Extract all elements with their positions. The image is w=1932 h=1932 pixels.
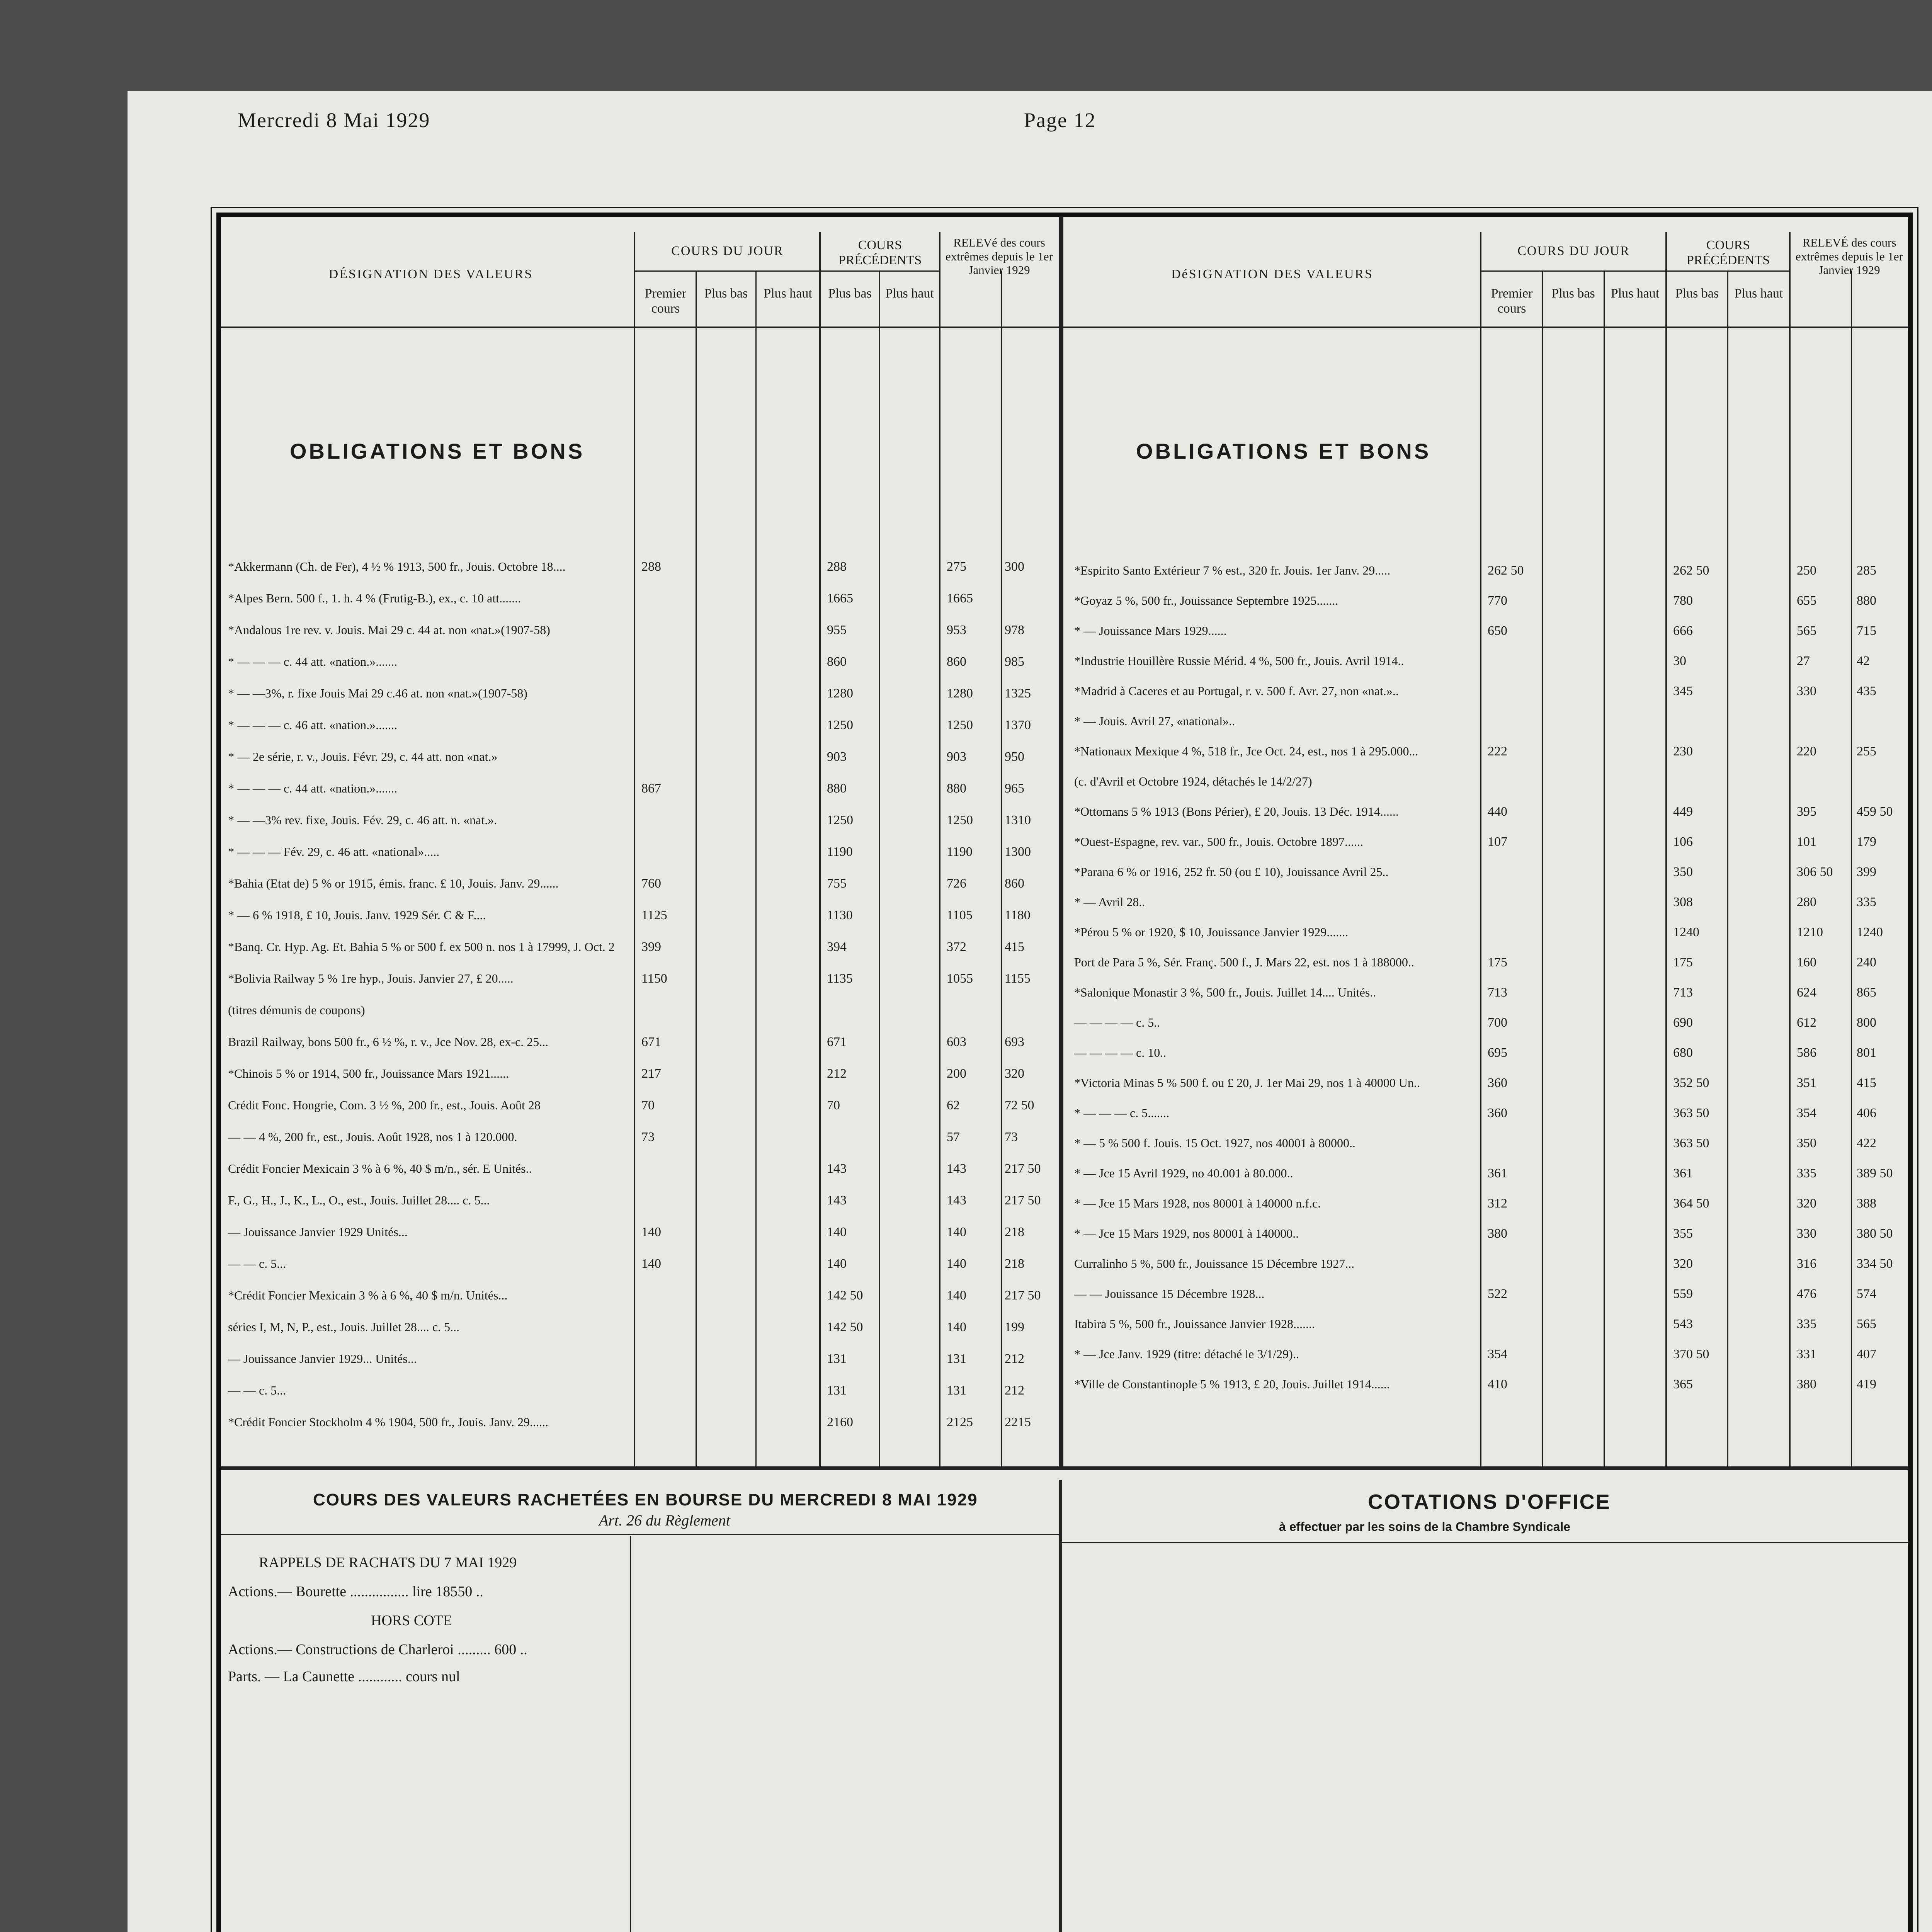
mid-divider [1059,1480,1062,1932]
bond-name: * — 2e série, r. v., Jouis. Févr. 29, c. 44 att. non «nat.» [228,750,498,764]
rachats-rappels: RAPPELS DE RACHATS DU 7 MAI 1929 [259,1554,517,1571]
bond-releve-bas: 603 [947,1035,966,1049]
bond-premier-cours: 410 [1488,1377,1507,1391]
bond-releve-bas: 131 [947,1383,966,1398]
bond-releve-haut: 1240 [1857,925,1883,939]
bond-releve-haut: 179 [1857,835,1876,849]
bond-prec-cours: 880 [827,781,847,796]
col-line [1542,270,1543,1466]
bond-name: *Madrid à Caceres et au Portugal, r. v. 500 f. Avr. 27, non «nat.».. [1074,684,1399,698]
bond-releve-haut: 334 50 [1857,1257,1893,1271]
bond-name: séries I, M, N, P., est., Jouis. Juillet 28.... c. 5... [228,1320,460,1334]
bond-name: — — 4 %, 200 fr., est., Jouis. Août 1928, nos 1 à 120.000. [228,1130,517,1144]
bond-releve-haut: 212 [1005,1383,1024,1398]
col-line [939,232,940,1466]
col-line [1665,232,1667,1466]
prec-plus-bas-header: Plus bas [828,286,872,301]
bond-prec-cours: 345 [1673,684,1693,698]
bond-releve-haut: 320 [1005,1066,1024,1081]
bond-releve-bas: 351 [1797,1076,1816,1090]
bond-releve-haut: 389 50 [1857,1166,1893,1180]
bond-prec-cours: 230 [1673,744,1693,759]
bond-prec-cours: 350 [1673,865,1693,879]
bond-name: * — — — Fév. 29, c. 46 att. «national»..... [228,845,440,859]
col-line [1727,270,1728,1466]
bond-releve-bas: 140 [947,1225,966,1239]
bond-releve-bas: 330 [1797,684,1816,698]
bond-releve-bas: 140 [947,1257,966,1271]
bond-releve-haut: 42 [1857,654,1870,668]
bond-prec-cours: 30 [1673,654,1686,668]
bond-releve-bas: 131 [947,1352,966,1366]
bond-releve-bas: 331 [1797,1347,1816,1361]
bond-releve-bas: 1250 [947,813,973,827]
bond-releve-bas: 280 [1797,895,1816,909]
bond-prec-cours: 780 [1673,594,1693,608]
releve-header-left: RELEVé des cours extrêmes depuis le 1er Janvier 1929 [945,236,1053,277]
bond-releve-haut: 1180 [1005,908,1031,922]
bond-prec-cours: 559 [1673,1287,1693,1301]
bond-releve-bas: 726 [947,876,966,891]
bond-releve-haut: 218 [1005,1225,1024,1239]
col-line [696,270,697,1466]
bond-releve-haut: 978 [1005,623,1024,637]
bond-releve-haut: 950 [1005,750,1024,764]
bond-prec-cours: 364 50 [1673,1196,1709,1211]
bond-prec-cours: 2160 [827,1415,853,1429]
bond-releve-haut: 419 [1857,1377,1876,1391]
bond-prec-cours: 543 [1673,1317,1693,1331]
bond-premier-cours: 650 [1488,624,1507,638]
bond-name: Itabira 5 %, 500 fr., Jouissance Janvier 1928....... [1074,1317,1315,1331]
bond-premier-cours: 760 [641,876,661,891]
bond-releve-haut: 801 [1857,1046,1876,1060]
bond-prec-cours: 860 [827,655,847,669]
bond-prec-cours: 394 [827,940,847,954]
bond-releve-bas: 306 50 [1797,865,1833,879]
bond-releve-bas: 330 [1797,1226,1816,1241]
bond-releve-haut: 1370 [1005,718,1031,732]
bond-premier-cours: 770 [1488,594,1507,608]
bond-prec-cours: 140 [827,1225,847,1239]
bond-name: * — —3%, r. fixe Jouis Mai 29 c.46 at. non «nat.»(1907-58) [228,686,527,700]
bond-releve-bas: 354 [1797,1106,1816,1120]
bond-releve-bas: 1190 [947,845,973,859]
bond-name: * — Jouis. Avril 27, «national».. [1074,714,1235,728]
bond-name: * — 6 % 1918, £ 10, Jouis. Janv. 1929 Sér. C & F.... [228,908,486,922]
sub-rule [634,270,940,272]
bond-releve-bas: 860 [947,655,966,669]
bond-name: * — — — c. 5....... [1074,1106,1170,1120]
bond-premier-cours: 354 [1488,1347,1507,1361]
bond-releve-haut: 388 [1857,1196,1876,1211]
rachats-line3: Parts. — La Caunette ............ cours nul [228,1668,460,1685]
bond-prec-cours: 1250 [827,813,853,827]
bond-prec-cours: 680 [1673,1046,1693,1060]
table-bottom-rule [221,1466,1908,1470]
bond-premier-cours: 360 [1488,1106,1507,1120]
bond-releve-haut: 415 [1857,1076,1876,1090]
bond-prec-cours: 713 [1673,985,1693,1000]
bond-premier-cours: 671 [641,1035,661,1049]
bond-name: *Goyaz 5 %, 500 fr., Jouissance Septembre 1925....... [1074,594,1338,607]
bond-releve-bas: 395 [1797,804,1816,819]
bond-name: *Parana 6 % or 1916, 252 fr. 50 (ou £ 10), Jouissance Avril 25.. [1074,865,1389,879]
bond-name: * — — — c. 44 att. «nation.»....... [228,655,398,668]
bond-name: *Victoria Minas 5 % 500 f. ou £ 20, J. 1er Mai 29, nos 1 à 40000 Un.. [1074,1076,1420,1090]
bond-prec-cours: 671 [827,1035,847,1049]
bond-releve-bas: 953 [947,623,966,637]
bond-premier-cours: 70 [641,1098,655,1112]
bond-name: Crédit Fonc. Hongrie, Com. 3 ½ %, 200 fr., est., Jouis. Août 28 [228,1098,541,1112]
bond-releve-haut: 422 [1857,1136,1876,1150]
bond-name: * — —3% rev. fixe, Jouis. Fév. 29, c. 46 att. n. «nat.». [228,813,497,827]
bond-name: — Jouissance Janvier 1929... Unités... [228,1352,417,1366]
plus-bas-header: Plus bas [704,286,748,301]
bond-releve-bas: 1210 [1797,925,1823,939]
bond-name: (titres démunis de coupons) [228,1003,365,1017]
bond-name: *Andalous 1re rev. v. Jouis. Mai 29 c. 44 at. non «nat.»(1907-58) [228,623,550,637]
bond-releve-bas: 140 [947,1288,966,1303]
releve-header-right: RELEVÉ des cours extrêmes depuis le 1er Janvier 1929 [1795,236,1903,277]
bond-prec-cours: 70 [827,1098,840,1112]
bond-releve-haut: 73 [1005,1130,1018,1144]
bond-prec-cours: 1130 [827,908,853,922]
bond-name: — — c. 5... [228,1383,286,1397]
bond-releve-haut: 399 [1857,865,1876,879]
bond-prec-cours: 666 [1673,624,1693,638]
bond-name: Curralinho 5 %, 500 fr., Jouissance 15 Décembre 1927... [1074,1257,1355,1270]
premier-cours-header: Premier cours [645,286,687,316]
bond-prec-cours: 903 [827,750,847,764]
bond-name: *Crédit Foncier Mexicain 3 % à 6 %, 40 $ m/n. Unités... [228,1288,508,1302]
cours-jour-header-left: COURS DU JOUR [671,244,784,258]
bond-prec-cours: 449 [1673,804,1693,819]
rachats-title: COURS DES VALEURS RACHETÉES EN BOURSE DU MERCREDI 8 MAI 1929 [313,1490,978,1509]
bond-premier-cours: 1125 [641,908,667,922]
bond-releve-bas: 320 [1797,1196,1816,1211]
rachats-line1: Actions.— Bourette ................ lire 18550 .. [228,1583,483,1600]
bond-premier-cours: 399 [641,940,661,954]
bond-releve-haut: 1325 [1005,686,1031,701]
bond-prec-cours: 370 50 [1673,1347,1709,1361]
bond-releve-bas: 200 [947,1066,966,1081]
bond-releve-bas: 1250 [947,718,973,732]
bond-releve-bas: 160 [1797,955,1816,969]
cotations-subtitle: à effectuer par les soins de la Chambre Syndicale [1279,1520,1571,1534]
bond-prec-cours: 308 [1673,895,1693,909]
bond-prec-cours: 320 [1673,1257,1693,1271]
bond-prec-cours: 363 50 [1673,1106,1709,1120]
designation-header-left: DÉSIGNATION DES VALEURS [328,267,533,281]
bond-premier-cours: 700 [1488,1015,1507,1030]
bond-releve-bas: 335 [1797,1317,1816,1331]
bond-name: *Industrie Houillère Russie Mérid. 4 %, 500 fr., Jouis. Avril 1914.. [1074,654,1404,668]
bond-prec-cours: 1665 [827,591,853,605]
bond-releve-bas: 140 [947,1320,966,1334]
bond-releve-bas: 143 [947,1193,966,1208]
bond-prec-cours: 143 [827,1193,847,1208]
bond-premier-cours: 522 [1488,1287,1507,1301]
bond-prec-cours: 142 50 [827,1288,863,1303]
section-title-right: OBLIGATIONS ET BONS [1136,439,1431,463]
bond-name: *Ville de Constantinople 5 % 1913, £ 20, Jouis. Juillet 1914...... [1074,1377,1390,1391]
cotations-title: COTATIONS D'OFFICE [1368,1490,1611,1514]
bond-releve-bas: 62 [947,1098,960,1112]
bond-releve-bas: 350 [1797,1136,1816,1150]
bond-releve-haut: 693 [1005,1035,1024,1049]
bond-releve-haut: 407 [1857,1347,1876,1361]
bond-releve-bas: 1105 [947,908,973,922]
bond-name: *Ottomans 5 % 1913 (Bons Périer), £ 20, Jouis. 13 Déc. 1914...... [1074,804,1399,818]
header-rule [221,327,1908,328]
col-line [879,270,880,1466]
bond-releve-haut: 72 50 [1005,1098,1034,1112]
bond-name: *Alpes Bern. 500 f., 1. h. 4 % (Frutig-B.), ex., c. 10 att....... [228,591,521,605]
col-line [1001,270,1002,1466]
prec-plus-bas-header-right: Plus bas [1675,286,1719,301]
bond-releve-bas: 372 [947,940,966,954]
bond-releve-haut: 880 [1857,594,1876,608]
bond-premier-cours: 73 [641,1130,655,1144]
bond-name: Port de Para 5 %, Sér. Franç. 500 f., J. Mars 22, est. nos 1 à 188000.. [1074,955,1414,969]
bond-name: — — — — c. 10.. [1074,1046,1167,1060]
bond-premier-cours: 262 50 [1488,563,1524,578]
bond-releve-haut: 217 50 [1005,1288,1041,1303]
col-line [1789,232,1791,1466]
bond-releve-bas: 57 [947,1130,960,1144]
bond-prec-cours: 131 [827,1352,847,1366]
bond-prec-cours: 131 [827,1383,847,1398]
bond-releve-bas: 1055 [947,971,973,986]
bond-releve-bas: 220 [1797,744,1816,759]
bond-releve-bas: 903 [947,750,966,764]
bond-premier-cours: 140 [641,1225,661,1239]
bond-name: *Chinois 5 % or 1914, 500 fr., Jouissance Mars 1921...... [228,1066,509,1080]
bond-name: — Jouissance Janvier 1929 Unités... [228,1225,408,1239]
bond-name: *Ouest-Espagne, rev. var., 500 fr., Jouis. Octobre 1897...... [1074,835,1363,849]
bond-releve-bas: 250 [1797,563,1816,578]
bond-releve-haut: 415 [1005,940,1024,954]
bond-prec-cours: 212 [827,1066,847,1081]
bond-releve-haut: 2215 [1005,1415,1031,1429]
bond-releve-haut: 240 [1857,955,1876,969]
bond-name: *Espirito Santo Extérieur 7 % est., 320 fr. Jouis. 1er Janv. 29..... [1074,563,1391,577]
bond-name: *Crédit Foncier Stockholm 4 % 1904, 500 fr., Jouis. Janv. 29...... [228,1415,548,1429]
bond-name: * — Jce Janv. 1929 (titre: détaché le 3/1/29).. [1074,1347,1299,1361]
bond-releve-bas: 27 [1797,654,1810,668]
bond-releve-haut: 574 [1857,1287,1876,1301]
bond-releve-haut: 300 [1005,560,1024,574]
bond-releve-bas: 143 [947,1162,966,1176]
bond-releve-bas: 335 [1797,1166,1816,1180]
bond-premier-cours: 107 [1488,835,1507,849]
col-line [1604,270,1605,1466]
bond-name: (c. d'Avril et Octobre 1924, détachés le 14/2/27) [1074,774,1312,788]
bond-name: *Nationaux Mexique 4 %, 518 fr., Jce Oct. 24, est., nos 1 à 295.000... [1074,744,1418,758]
designation-header-right: DéSIGNATION DES VALEURS [1171,267,1373,281]
bond-releve-haut: 965 [1005,781,1024,796]
bond-prec-cours: 755 [827,876,847,891]
bond-name: *Pérou 5 % or 1920, $ 10, Jouissance Janvier 1929....... [1074,925,1349,939]
bond-prec-cours: 355 [1673,1226,1693,1241]
bond-prec-cours: 106 [1673,835,1693,849]
bond-releve-haut: 380 50 [1857,1226,1893,1241]
col-line [634,232,635,1466]
bond-releve-bas: 380 [1797,1377,1816,1391]
prec-plus-haut-header-right: Plus haut [1734,286,1783,301]
bond-releve-bas: 101 [1797,835,1816,849]
bond-prec-cours: 1250 [827,718,853,732]
bond-prec-cours: 1280 [827,686,853,701]
bond-premier-cours: 867 [641,781,661,796]
col-line [1851,270,1852,1466]
bond-premier-cours: 695 [1488,1046,1507,1060]
bond-name: Crédit Foncier Mexicain 3 % à 6 %, 40 $ m/n., sér. E Unités.. [228,1162,532,1175]
bond-releve-haut: 212 [1005,1352,1024,1366]
plus-haut-header-right: Plus haut [1611,286,1660,301]
bond-releve-bas: 655 [1797,594,1816,608]
bond-name: * — — — c. 46 att. «nation.»....... [228,718,398,732]
bond-premier-cours: 360 [1488,1076,1507,1090]
bond-premier-cours: 222 [1488,744,1507,759]
bond-prec-cours: 363 50 [1673,1136,1709,1150]
bond-name: * — Jce 15 Avril 1929, no 40.001 à 80.000.. [1074,1166,1293,1180]
bond-releve-haut: 459 50 [1857,804,1893,819]
bond-releve-haut: 800 [1857,1015,1876,1030]
rule [630,1536,631,1932]
bond-prec-cours: 140 [827,1257,847,1271]
rachats-subtitle: Art. 26 du Règlement [599,1512,730,1529]
bond-releve-haut: 406 [1857,1106,1876,1120]
bond-name: Brazil Railway, bons 500 fr., 6 ½ %, r. v., Jce Nov. 28, ex-c. 25... [228,1035,549,1049]
bond-name: — — Jouissance 15 Décembre 1928... [1074,1287,1265,1301]
bond-prec-cours: 262 50 [1673,563,1709,578]
plus-bas-header-right: Plus bas [1551,286,1595,301]
bond-releve-haut: 255 [1857,744,1876,759]
bond-prec-cours: 288 [827,560,847,574]
center-divider [1059,216,1063,1468]
bond-releve-haut: 1310 [1005,813,1031,827]
bond-releve-bas: 1665 [947,591,973,605]
bond-prec-cours: 352 50 [1673,1076,1709,1090]
cours-precedents-header-right: COURS PRÉCÉDENTS [1686,238,1770,268]
bond-releve-haut: 217 50 [1005,1162,1041,1176]
sub-rule [1480,270,1791,272]
bond-premier-cours: 440 [1488,804,1507,819]
bond-name: *Bahia (Etat de) 5 % or 1915, émis. franc. £ 10, Jouis. Janv. 29...... [228,876,559,890]
bond-releve-bas: 624 [1797,985,1816,1000]
bond-releve-bas: 880 [947,781,966,796]
bond-name: *Salonique Monastir 3 %, 500 fr., Jouis. Juillet 14.... Unités.. [1074,985,1376,999]
bond-name: *Akkermann (Ch. de Fer), 4 ½ % 1913, 500 fr., Jouis. Octobre 18.... [228,560,566,573]
bond-name: * — — — c. 44 att. «nation.»....... [228,781,398,795]
bond-premier-cours: 140 [641,1257,661,1271]
bond-name: F., G., H., J., K., L., O., est., Jouis. Juillet 28.... c. 5... [228,1193,490,1207]
premier-cours-header-right: Premier cours [1491,286,1533,316]
cours-jour-header-right: COURS DU JOUR [1517,244,1630,258]
bond-releve-bas: 1280 [947,686,973,701]
bond-prec-cours: 1240 [1673,925,1699,939]
col-line [755,270,757,1466]
hors-cote: HORS COTE [371,1612,452,1629]
bond-releve-bas: 565 [1797,624,1816,638]
prec-plus-haut-header: Plus haut [885,286,934,301]
bond-premier-cours: 1150 [641,971,667,986]
bond-name: * — Jce 15 Mars 1928, nos 80001 à 140000 n.f.c. [1074,1196,1321,1210]
rule [1062,1542,1908,1543]
bond-releve-haut: 865 [1857,985,1876,1000]
bond-releve-bas: 612 [1797,1015,1816,1030]
bond-releve-bas: 2125 [947,1415,973,1429]
bond-prec-cours: 1135 [827,971,853,986]
page-date: Mercredi 8 Mai 1929 [238,109,430,132]
bond-name: * — Jce 15 Mars 1929, nos 80001 à 140000.. [1074,1226,1299,1240]
bond-releve-bas: 316 [1797,1257,1816,1271]
bond-prec-cours: 690 [1673,1015,1693,1030]
bond-releve-haut: 1300 [1005,845,1031,859]
bond-releve-bas: 476 [1797,1287,1816,1301]
bond-premier-cours: 217 [641,1066,661,1081]
bond-releve-haut: 199 [1005,1320,1024,1334]
page-number: Page 12 [1024,109,1096,132]
bond-prec-cours: 1190 [827,845,853,859]
bond-name: — — — — c. 5.. [1074,1015,1160,1029]
bond-premier-cours: 361 [1488,1166,1507,1180]
bond-releve-haut: 860 [1005,876,1024,891]
bond-prec-cours: 365 [1673,1377,1693,1391]
bond-prec-cours: 143 [827,1162,847,1176]
bond-premier-cours: 312 [1488,1196,1507,1211]
bond-releve-haut: 1155 [1005,971,1031,986]
bond-name: — — c. 5... [228,1257,286,1270]
bond-releve-haut: 218 [1005,1257,1024,1271]
bond-premier-cours: 175 [1488,955,1507,969]
bond-premier-cours: 380 [1488,1226,1507,1241]
bond-releve-haut: 335 [1857,895,1876,909]
col-line [819,232,821,1466]
rule [221,1534,1059,1535]
bond-premier-cours: 713 [1488,985,1507,1000]
bond-releve-haut: 985 [1005,655,1024,669]
bond-releve-bas: 275 [947,560,966,574]
bond-prec-cours: 955 [827,623,847,637]
bond-premier-cours: 288 [641,560,661,574]
bond-name: * — Avril 28.. [1074,895,1145,909]
bond-name: * — Jouissance Mars 1929...... [1074,624,1227,638]
plus-haut-header: Plus haut [764,286,812,301]
cours-precedents-header-left: COURS PRÉCÉDENTS [838,238,922,268]
bond-releve-haut: 435 [1857,684,1876,698]
bond-prec-cours: 142 50 [827,1320,863,1334]
rachats-line2: Actions.— Constructions de Charleroi ......... 600 .. [228,1641,527,1658]
bond-releve-haut: 715 [1857,624,1876,638]
bond-releve-haut: 565 [1857,1317,1876,1331]
bond-name: * — 5 % 500 f. Jouis. 15 Oct. 1927, nos 40001 à 80000.. [1074,1136,1355,1150]
bond-releve-haut: 285 [1857,563,1876,578]
col-line [1480,232,1481,1466]
section-title-left: OBLIGATIONS ET BONS [290,439,585,463]
bond-releve-bas: 586 [1797,1046,1816,1060]
bond-name: *Bolivia Railway 5 % 1re hyp., Jouis. Janvier 27, £ 20..... [228,971,514,985]
bond-releve-haut: 217 50 [1005,1193,1041,1208]
bond-name: *Banq. Cr. Hyp. Ag. Et. Bahia 5 % or 500 f. ex 500 n. nos 1 à 17999, J. Oct. 2 [228,940,615,954]
bond-prec-cours: 361 [1673,1166,1693,1180]
bond-prec-cours: 175 [1673,955,1693,969]
